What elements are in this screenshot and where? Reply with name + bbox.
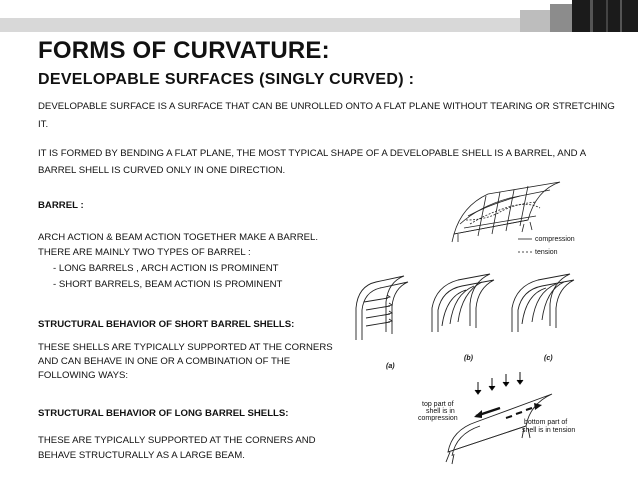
figure-label-a: (a) <box>386 363 395 370</box>
barrel-line-1: ARCH ACTION & BEAM ACTION TOGETHER MAKE A BARREL. <box>38 232 319 243</box>
formation-line-1: IT IS FORMED BY BENDING A FLAT PLANE, THE MOST TYPICAL SHAPE OF A DEVELOPABLE SHELL IS A BARREL, AND A <box>38 148 587 159</box>
formation-line-2: BARREL SHELL IS CURVED ONLY IN ONE DIRECTION. <box>38 165 286 176</box>
header-block-black <box>572 0 638 32</box>
header-divider <box>590 0 593 32</box>
short-barrel-behavior-figure <box>342 268 582 372</box>
long-barrel-heading: STRUCTURAL BEHAVIOR OF LONG BARREL SHELLS: <box>38 408 289 419</box>
top-part-label-1: top part of <box>422 401 454 408</box>
barrel-type-long: - LONG BARRELS , ARCH ACTION IS PROMINENT <box>53 263 279 274</box>
figure-label-c: (c) <box>544 355 553 362</box>
long-barrel-beam-figure <box>412 370 592 470</box>
barrel-heading: BARREL : <box>38 200 84 211</box>
short-barrel-line-3: FOLLOWING WAYS: <box>38 370 129 381</box>
bottom-part-label-2: shell is in tension <box>522 427 576 434</box>
header-rule <box>0 32 638 34</box>
definition-line-1: DEVELOPABLE SURFACE IS A SURFACE THAT CAN BE UNROLLED ONTO A FLAT PLANE WITHOUT TEARING OR STRETCHING <box>38 101 615 112</box>
bottom-part-label-1: bottom part of <box>524 419 568 426</box>
header-divider <box>620 0 622 32</box>
header-stripe-light <box>0 18 520 32</box>
top-part-label-3: compression <box>418 415 458 422</box>
top-part-label-2: shell is in <box>426 408 455 415</box>
header-bar <box>0 0 638 34</box>
page-subtitle: DEVELOPABLE SURFACES (SINGLY CURVED) : <box>38 71 415 88</box>
barrel-line-2: THERE ARE MAINLY TWO TYPES OF BARREL : <box>38 247 251 258</box>
legend-compression: compression <box>535 236 575 243</box>
header-divider <box>606 0 608 32</box>
definition-line-2: IT. <box>38 119 49 130</box>
short-barrel-line-1: THESE SHELLS ARE TYPICALLY SUPPORTED AT THE CORNERS <box>38 342 333 353</box>
header-stripe-dark <box>550 4 572 32</box>
long-barrel-line-1: THESE ARE TYPICALLY SUPPORTED AT THE CORNERS AND <box>38 435 316 446</box>
barrel-stress-figure <box>440 176 590 262</box>
short-barrel-line-2: AND CAN BEHAVE IN ONE OR A COMBINATION OF THE <box>38 356 291 367</box>
short-barrel-heading: STRUCTURAL BEHAVIOR OF SHORT BARREL SHELLS: <box>38 319 295 330</box>
header-stripe-mid <box>520 10 550 32</box>
figure-label-b: (b) <box>464 355 473 362</box>
page-title: FORMS OF CURVATURE: <box>38 37 330 64</box>
long-barrel-line-2: BEHAVE STRUCTURALLY AS A LARGE BEAM. <box>38 450 245 461</box>
barrel-type-short: - SHORT BARRELS, BEAM ACTION IS PROMINENT <box>53 279 283 290</box>
legend-tension: tension <box>535 249 558 256</box>
